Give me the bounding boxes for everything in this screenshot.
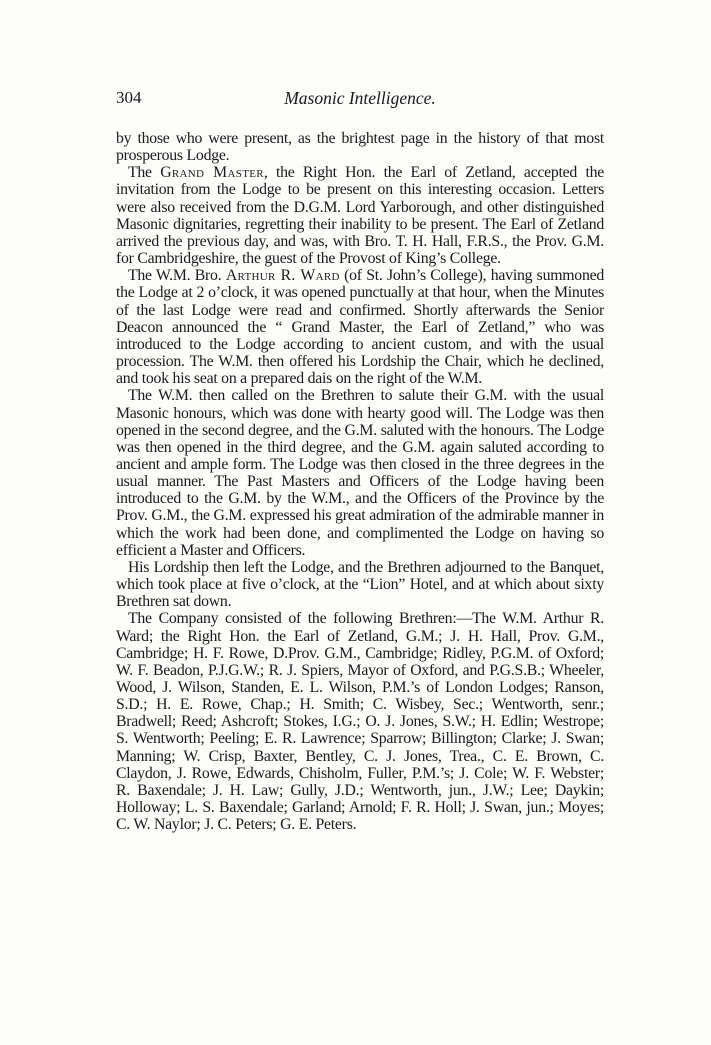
paragraph-5: [116, 559, 604, 610]
paragraph-text: The: [128, 164, 161, 182]
paragraph-text: His Lordship then left the Lodge, and the Brethren adjourned to the Banquet, which took place at five o’clock, at the “Lion” Hotel, and at which about sixty Brethren sat down.: [116, 558, 604, 611]
page-header: [116, 88, 604, 118]
paragraph-text: The W.M. Bro.: [128, 267, 226, 285]
paragraph-text: The Company consisted of the following Brethren:—The W.M. Arthur R. Ward; the Right Hon. the Earl of Zetland, G.M.; J. H. Hall, Prov. G.M., Cambridge; H. F. Rowe, D.Prov. G.M., Cambridge; Ridley, P.G.M. of Oxford; W. F. Beadon, P.J.G.W.; R. J. Spiers, Mayor of Oxford, and P.G.S.B.; Wheeler, Wood, J. Wilson, Standen, E. L. Wilson, P.M.’s of London Lodges; Ranson, S.D.; H. E. Rowe, Chap.; H. Smith; C. Wisbey, Sec.; Wentworth, senr.; Bradwell; Reed; Ashcroft; Stokes, I.G.; O. J. Jones, S.W.; H. Edlin; Westrope; S. Wentworth; Peeling; E. R. Lawrence; Sparrow; Billington; Clarke; J. Swan; Manning; W. Crisp, Baxter, Bentley, C. J. Jones, Trea., C. E. Brown, C. Claydon, J. Rowe, Edwards, Chisholm, Fuller, P.M.’s; J. Cole; W. F. Webster; R. Baxendale; J. H. Law; Gully, J.D.; Wentworth, jun., J.W.; Lee; Daykin; Holloway; L. S. Baxendale; Garland; Arnold; F. R. Holl; J. Swan, jun.; Moyes; C. W. Naylor; J. C. Peters; G. E. Peters.: [116, 610, 604, 834]
paragraph-text: , the Right Hon. the Earl of Zetland, accepted the invitation from the Lodge to be present on this interesting occasion. Letters were also received from the D.G.M. Lord Yarborough, and other distinguished Masonic dignitaries, regretting their inability to be present. The Earl of Zetland arrived the previous day, and was, with Bro. T. H. Hall, F.R.S., the Prov. G.M. for Cambridgeshire, the guest of the Provost of King’s College.: [116, 164, 604, 268]
paragraph-6: [116, 610, 604, 833]
paragraph-text: (of St. John’s College), having summoned the Lodge at 2 o’clock, it was opened punctually at that hour, when the Minutes of the last Lodge were read and confirmed. Shortly afterwards the Senior Deacon announced the “ Grand Master, the Earl of Zetland,” who was introduced to the Lodge according to ancient custom, and with the usual procession. The W.M. then offered his Lordship the Chair, which he declined, and took his seat on a prepared dais on the right of the W.M.: [116, 267, 604, 388]
paragraph-1: [116, 130, 604, 164]
document-page: [116, 88, 604, 833]
small-caps-name: Grand Master: [160, 164, 264, 182]
paragraph-2: [116, 164, 604, 267]
page-number: 304: [116, 88, 142, 107]
paragraph-text: by those who were present, as the brightest page in the history of that most prosperous Lodge.: [116, 130, 604, 165]
paragraph-3: [116, 267, 604, 387]
paragraph-text: The W.M. then called on the Brethren to salute their G.M. with the usual Masonic honours, which was done with hearty good will. The Lodge was then opened in the second degree, and the G.M. saluted with the honours. The Lodge was then opened in the third degree, and the G.M. again saluted according to ancient and ample form. The Lodge was then closed in the three degrees in the usual manner. The Past Masters and Officers of the Lodge having been introduced to the G.M. by the W.M., and the Officers of the Province by the Prov. G.M., the G.M. expressed his great admiration of the admirable manner in which the work had been done, and complimented the Lodge on having so efficient a Master and Officers.: [116, 387, 604, 559]
article-body: [116, 130, 604, 833]
running-title: Masonic Intelligence.: [284, 88, 436, 108]
paragraph-4: [116, 387, 604, 559]
small-caps-name: Arthur R. Ward: [225, 267, 340, 285]
